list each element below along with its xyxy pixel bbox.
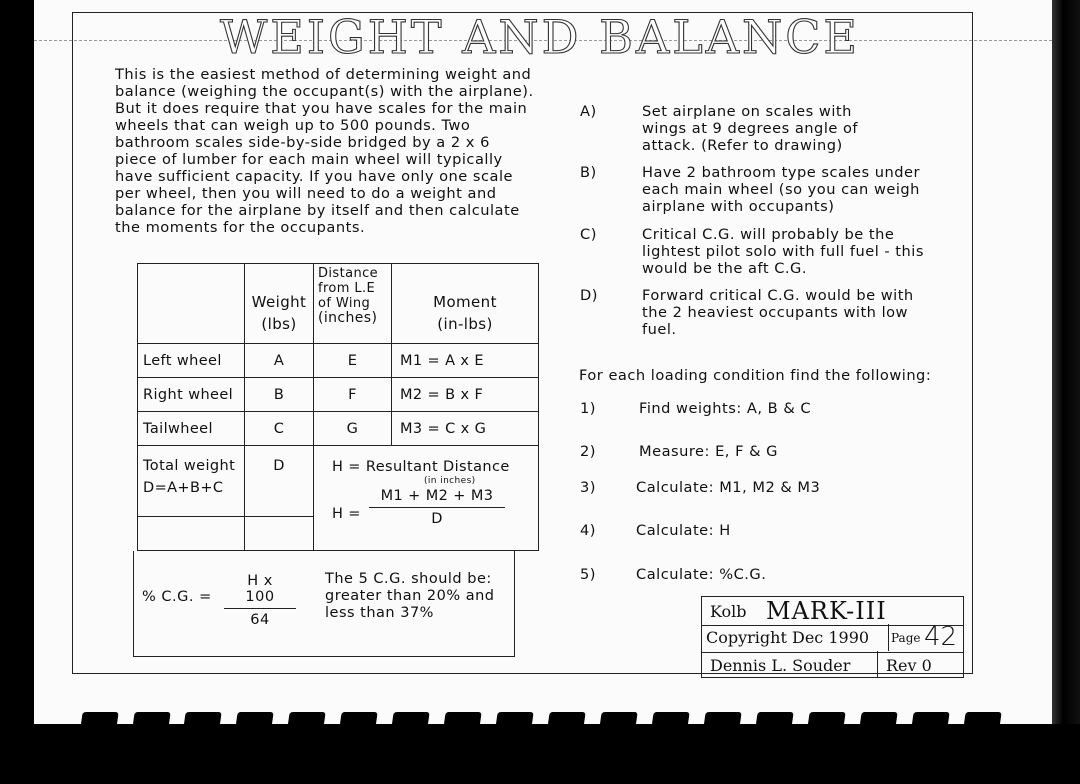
row-distance: G xyxy=(314,412,392,446)
table-row-total xyxy=(138,446,539,517)
copyright-text: Copyright Dec 1990 xyxy=(706,628,870,647)
total-formula: D=A+B+C xyxy=(143,480,224,496)
row-weight: B xyxy=(245,378,314,412)
binding-hole xyxy=(544,712,585,750)
title-block xyxy=(701,596,964,678)
row-label: Right wheel xyxy=(138,378,245,412)
page-label: Page xyxy=(891,631,921,645)
total-weight: D xyxy=(245,446,314,517)
weight-balance-table xyxy=(137,263,539,551)
binding-hole xyxy=(596,712,637,750)
table-header-moment: Moment (in-lbs) xyxy=(392,264,539,344)
spiral-binding xyxy=(0,712,1080,752)
table-row xyxy=(138,412,539,446)
binding-hole xyxy=(700,712,741,750)
binding-hole xyxy=(856,712,897,750)
row-distance: F xyxy=(314,378,392,412)
row-label: Tailwheel xyxy=(138,412,245,446)
loading-intro: For each loading condition find the following: xyxy=(579,367,932,384)
binding-hole xyxy=(180,712,221,750)
row-moment: M2 = B x F xyxy=(392,378,539,412)
row-weight: A xyxy=(245,344,314,378)
cg-note: The 5 C.G. should be: greater than 20% and less than 37% xyxy=(325,571,495,621)
binding-hole xyxy=(336,712,377,750)
binding-hole xyxy=(232,712,273,750)
h-lhs: H = xyxy=(332,506,361,522)
binding-hole xyxy=(648,712,689,750)
cg-numerator: H x 100 xyxy=(224,573,296,609)
total-label-cell xyxy=(138,446,245,517)
row-weight: C xyxy=(245,412,314,446)
page-edge-shadow xyxy=(1052,0,1080,724)
revision: Rev 0 xyxy=(886,656,932,675)
binding-hole xyxy=(908,712,949,750)
resultant-unit: (in inches) xyxy=(424,476,476,486)
table-row xyxy=(138,344,539,378)
binding-hole xyxy=(804,712,845,750)
binding-hole xyxy=(129,712,170,750)
total-label: Total weight xyxy=(143,458,236,474)
cg-formula-box xyxy=(133,551,515,657)
row-moment: M3 = C x G xyxy=(392,412,539,446)
h-fraction xyxy=(369,488,505,527)
author-name: Dennis L. Souder xyxy=(710,656,851,675)
table-header-weight: Weight (lbs) xyxy=(245,264,314,344)
title-block-row xyxy=(702,652,963,678)
row-distance: E xyxy=(314,344,392,378)
table-header-blank xyxy=(138,264,245,344)
binding-hole xyxy=(492,712,533,750)
table-row xyxy=(138,378,539,412)
model-name: MARK-III xyxy=(766,597,887,625)
page-number: 42 xyxy=(924,622,958,652)
binding-hole xyxy=(77,712,118,750)
binding-hole xyxy=(388,712,429,750)
h-numerator: M1 + M2 + M3 xyxy=(369,488,505,508)
cg-fraction xyxy=(224,573,296,628)
row-moment: M1 = A x E xyxy=(392,344,539,378)
row-label: Left wheel xyxy=(138,344,245,378)
table-header-distance: Distance from L.E of Wing (inches) xyxy=(314,264,392,344)
title-block-row xyxy=(702,622,963,653)
resultant-formula-cell xyxy=(314,446,539,551)
binding-hole xyxy=(752,712,793,750)
binding-hole xyxy=(284,712,325,750)
resultant-label: H = Resultant Distance xyxy=(332,459,510,475)
h-denominator: D xyxy=(431,511,443,527)
brand-name: Kolb xyxy=(710,602,747,621)
binding-hole xyxy=(960,712,1001,750)
intro-paragraph: This is the easiest method of determining weight and balance (weighing the occupant(s) with the airplane). But it does require that you have scales for the main wheels that can weigh up to 500 pounds. Two bathroom scales side-by-side bridged by a 2 x 6 piece of lumber for each main wheel will typically have sufficient capacity. If you have only one scale per wheel, then you will need to do a weight and balance for the airplane by itself and then calculate the moments for the occupants. xyxy=(115,66,534,236)
binding-hole xyxy=(440,712,481,750)
cg-lhs: % C.G. = xyxy=(142,589,212,605)
page-title: WEIGHT AND BALANCE xyxy=(220,10,860,64)
cg-denominator: 64 xyxy=(250,612,270,628)
